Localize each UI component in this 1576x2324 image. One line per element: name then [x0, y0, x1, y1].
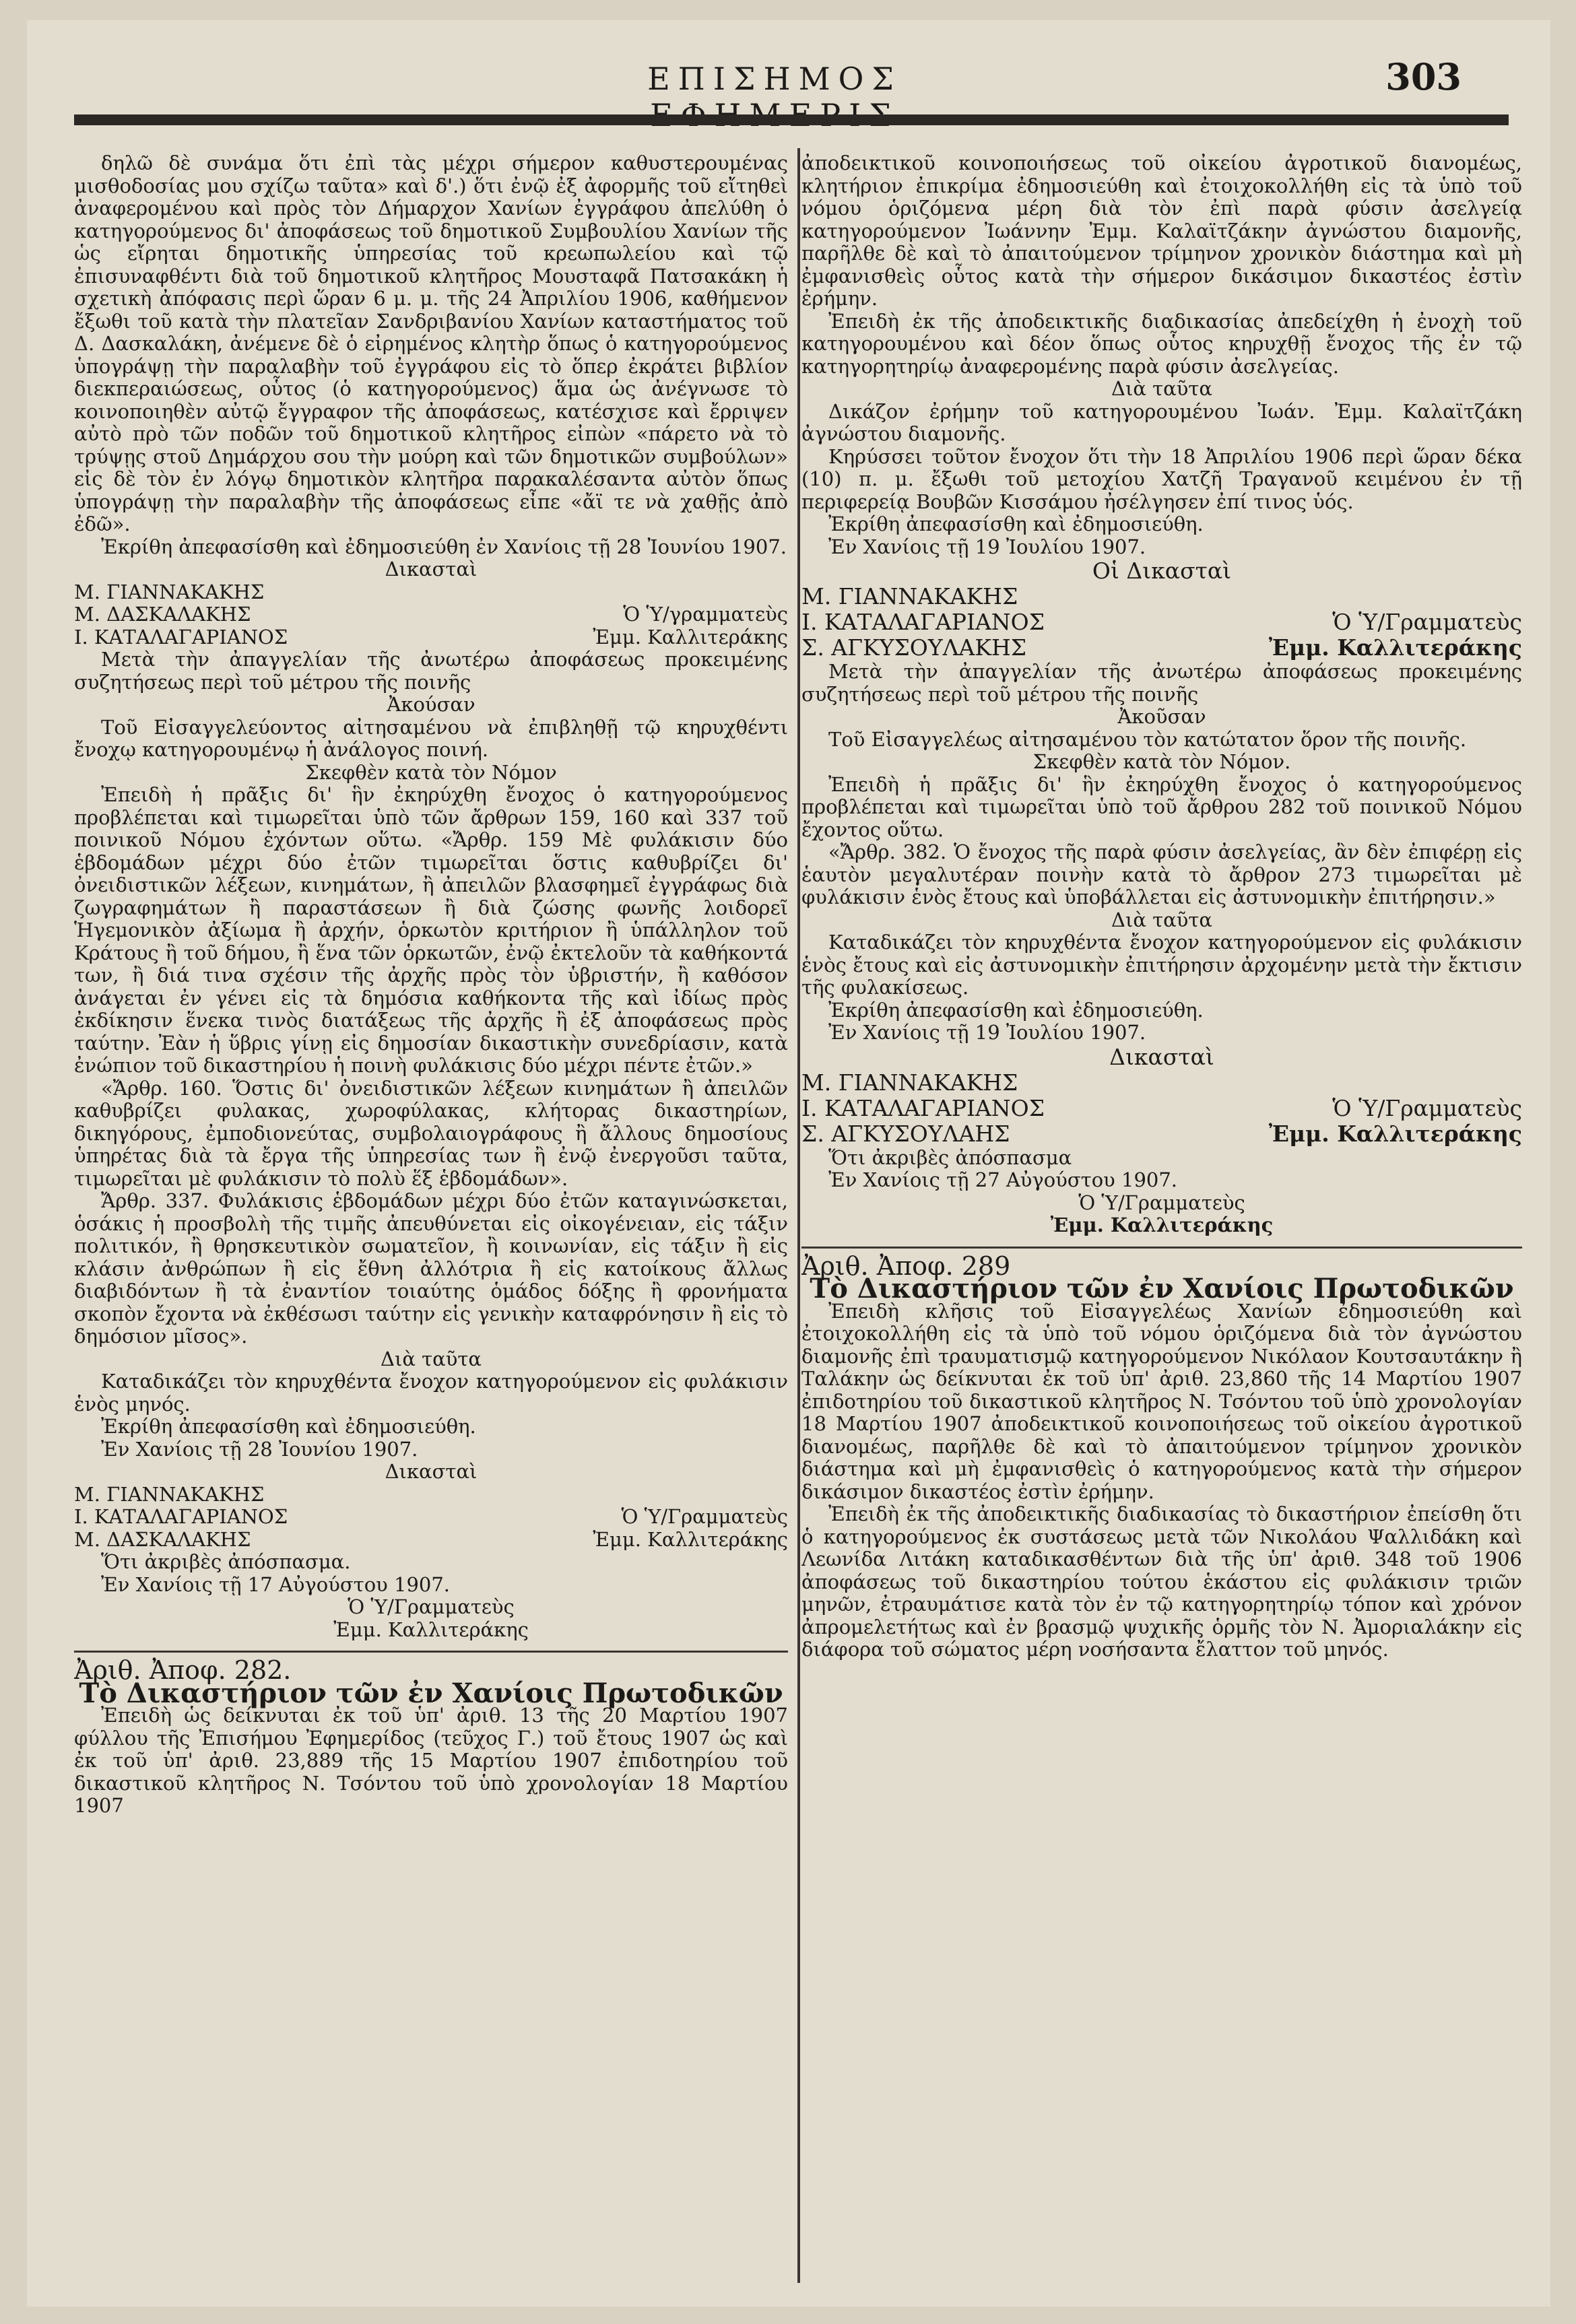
page-header-title: ΕΠΙΣΗΜΟΣ [647, 61, 902, 97]
judge-name: Μ. ΔΑΣΚΑΛΑΚΗΣ [74, 1527, 251, 1551]
paragraph: «Ἄρθρ. 382. Ὁ ἔνοχος τῆς παρὰ φύσιν ἀσελγείας, ἂν δὲν ἐπιφέρῃ εἰς ἑαυτὸν μεγαλυτέραν ποινὴν κατὰ τὸ ἄρθρον 273 τιμωρεῖται μὲ φυλάκισιν ἑνὸς ἔτους καὶ ὑποβάλλεται εἰς ἀστυνομικὴν ἐπιτήρησιν.» [801, 840, 1522, 908]
paragraph: Ἐν Χανίοις τῇ 19 Ἰουλίου 1907. [828, 1021, 1146, 1044]
secretary-title: Ὁ Ὑ/Γραμματεὺς [1078, 1191, 1245, 1214]
judge-name: Μ. ΓΙΑΝΝΑΚΑΚΗΣ [801, 583, 1018, 609]
section-heading: Διὰ ταῦτα [1111, 908, 1212, 931]
section-heading: Διὰ ταῦτα [1111, 377, 1212, 400]
signature-row [74, 1506, 788, 1529]
paragraph: Καταδικάζει τὸν κηρυχθέντα ἔνοχον κατηγορούμενον εἰς φυλάκισιν ἑνὸς ἔτους καὶ εἰς ἀστυνομικὴν ἐπιτήρησιν ἀρχομένην μετὰ τὴν ἔκτισιν τῆς φυλακίσεως. [801, 931, 1522, 999]
judge-name: Μ. ΓΙΑΝΝΑΚΑΚΗΣ [801, 1069, 1018, 1096]
paragraph: Ἐπειδὴ κλῆσις τοῦ Εἰσαγγελέως Χανίων ἐδημοσιεύθη καὶ ἐτοιχοκολλήθη εἰς τὰ ὑπὸ τοῦ νόμου ὁριζόμενα διὰ τὸν ἀγνώστου διαμονῆς ἐπὶ τραυματισμῷ κατηγορούμενον Νικόλαον Κουτσαυτάκην ἢ Ταλάκην ὡς δείκνυται ἐκ τοῦ ὑπ' ἀριθ. 23,860 τῆς 14 Μαρτίου 1907 ἐπιδοτηρίου τοῦ δικαστικοῦ κλητῆρος Ν. Τσόντου τοῦ ὑπὸ χρονολογίαν 18 Μαρτίου 1907 ἀποδεικτικοῦ κοινοποιήσεως τοῦ οἰκείου ἀγροτικοῦ διανομέως, παρῆλθε δὲ καὶ τὸ ἀπαιτούμενον τρίμηνον χρονικὸν διάστημα καὶ μὴ ἐμφανισθεὶς ὁ κατηγορούμενος κατὰ τὴν σήμερον δικάσιμον δικαστέος ἐστὶν ἐρήμην. [801, 1299, 1522, 1503]
secretary-title: Ὁ Ὑ/γραμματεὺς [623, 603, 788, 626]
right-column [801, 152, 1522, 2287]
secretary-title: Ὁ Ὑ/Γραμματεὺς [1332, 1094, 1522, 1121]
judges-label: Δικασταὶ [385, 1460, 478, 1483]
signature-row [801, 609, 1522, 635]
signature-row [801, 1096, 1522, 1121]
secretary-name: Ἐμμ. Καλλιτεράκης [1268, 1120, 1522, 1147]
paragraph: δηλῶ δὲ συνάμα ὅτι ἐπὶ τὰς μέχρι σήμερον καθυστερουμένας μισθοδοσίας μου σχίζω ταῦτα» καὶ δ'.) ὅτι ἐνῷ ἐξ ἀφορμῆς τοῦ εἴτηθεὶ ἀναφερομένου καὶ πρὸς τὸν Δήμαρχον Χανίων ἐγγράφου ἀπελύθη ὁ κατηγορούμενος δι' ἀποφάσεως τοῦ δημοτικοῦ Συμβουλίου Χανίων τῆς ὡς εἴρηται δημοτικῆς ὑπηρεσίας τοῦ κρεωπωλείου καὶ τῷ ἐπισυναφθέντι διὰ τοῦ δημοτικοῦ κλητῆρος Μουσταφᾶ Πατσακάκη ἡ σχετικὴ ἀπόφασις περὶ ὥραν 6 μ. μ. τῆς 24 Ἀπριλίου 1906, καθήμενον ἔξωθι τοῦ κατὰ τὴν πλατεῖαν Σανδριβανίου Χανίων καταστήματος τοῦ Δ. Δασκαλάκη, ἀνέμενε δὲ ὁ εἰρημένος κλητὴρ ὅπως ὁ κατηγορούμενος ὑπογράψῃ τὴν παραλαβὴν τοῦ ἐγγράφου εἰς τὸ ὅπερ ἐκράτει βιβλίον διεκπεραιώσεως, οὗτος (ὁ κατηγορούμενος) ἅμα ὡς ἀνέγνωσε τὸ κοινοποιηθὲν αὐτῷ ἔγγραφον τῆς ἀποφάσεως, κατέσχισε καὶ ἔρριψεν αὐτὸ πρὸ τῶν ποδῶν τοῦ δημοτικοῦ κλητῆρος εἰπὼν «πάρετο νὰ τὸ τρύψῃς στοῦ Δημάρχου σου τὴν μούρη καὶ τῶν δημοτικῶν συμβούλων» εἰς δὲ τὸν ἐν λόγῳ δημοτικὸν κλητῆρα παρακαλέσαντα αὐτὸν ὅπως ὑπογράψῃ τὴν παραλαβὴν τῆς ἀποφάσεως εἶπε «ἄϊ τε νὰ χαθῇς ἀπὸ ἐδῶ». [74, 152, 788, 535]
paragraph: Ἐκρίθη ἀπεφασίσθη καὶ ἐδημοσιεύθη. [828, 998, 1204, 1022]
paragraph: Ὅτι ἀκριβὲς ἀπόσπασμα. [101, 1550, 351, 1573]
paragraph: ἀποδεικτικοῦ κοινοποιήσεως τοῦ οἰκείου ἀγροτικοῦ διανομέως, κλητήριον ἐπικρίμα ἐδημοσιεύθη καὶ ἐτοιχοκολλήθη εἰς τὰ ὑπὸ τοῦ νόμου ὁριζόμενα μέρη διὰ τὸν ἐπὶ παρὰ φύσιν ἀσελγείᾳ κατηγορούμενον Ἰωάννην Ἐμμ. Καλαϊτζάκην ἀγνώστου διαμονῆς, παρῆλθε δὲ καὶ τὸ ἀπαιτούμενον τρίμηνον χρονικὸν διάστημα καὶ μὴ ἐμφανισθεὶς οὗτος κατὰ τὴν σήμερον δικάσιμον δικαστέος ἐστὶν ἐρήμην. [801, 152, 1522, 310]
paragraph: Ἐπειδὴ ἡ πρᾶξις δι' ἣν ἐκηρύχθη ἔνοχος ὁ κατηγορούμενος προβλέπεται καὶ τιμωρεῖται ὑπὸ τῶν ἄρθρων 159, 160 καὶ 337 τοῦ ποινικοῦ Νόμου ἐχόντων οὕτω. «Ἄρθρ. 159 Μὲ φυλάκισιν δύο ἑβδομάδων μέχρι δύο ἐτῶν τιμωρεῖται ὅστις καθυβρίζει δι' ὀνειδιστικῶν λέξεων, κινημάτων, ἢ ἀπειλῶν βλασφημεῖ ἐγγράφως διὰ ζωγραφημάτων ἢ παραστάσεων ἢ διὰ ζώσης φωνῆς λοιδορεῖ Ἡγεμονικὸν ἀξίωμα ἢ ἀρχήν, ὁρκωτὸν κριτήριον ἢ ὑπάλληλον τοῦ Κράτους ἢ τοῦ δήμου, ἢ ἕνα τῶν ὁρκωτῶν, ἐνῷ ἐκτελοῦν τὰ καθήκοντά των, ἢ διά τινα σχέσιν τῆς ἀρχῆς πρὸς τὸν ὑβριστήν, ἢ καθόσον ἀνάγεται ἐν γένει εἰς τὰ δημόσια καθήκοντα τῆς καὶ ἰδίως πρὸς ἐκδίκησιν ἕνεκα τινὸς διατάξεως τῆς ἀρχῆς ἢ ἐξ ἀποφάσεως πρὸς ταύτην. Ἐὰν ἡ ὕβρις γίνῃ εἰς δημοσίαν δικαστικὴν συνεδρίασιν, κατὰ ἐνώπιον τοῦ δικαστηρίου ἡ ποινὴ φυλάκισις δύο μέχρι πέντε ἐτῶν.» [74, 783, 788, 1077]
header-rule [74, 114, 1509, 125]
paragraph: Ἐν Χανίοις τῇ 17 Αὐγούστου 1907. [101, 1572, 451, 1596]
secretary-name: Ἐμμ. Καλλιτεράκης [1050, 1214, 1274, 1236]
paragraph: Ἐκρίθη ἀπεφασίσθη καὶ ἐδημοσιεύθη ἐν Χανίοις τῇ 28 Ἰουνίου 1907. [101, 535, 787, 558]
section-heading: Σκεφθὲν κατὰ τὸν Νόμον. [1032, 750, 1291, 773]
paragraph: Ἐν Χανίοις τῇ 27 Αὐγούστου 1907. [828, 1168, 1178, 1191]
judge-name: Ι. ΚΑΤΑΛΑΓΑΡΙΑΝΟΣ [801, 1094, 1045, 1121]
paragraph: Τοῦ Εἰσαγγελεύοντος αἰτησαμένου νὰ ἐπιβληθῇ τῷ κηρυχθέντι ἔνοχῳ κατηγορουμένῳ ἡ ἀνάλογος ποινή. [74, 715, 788, 761]
left-column [74, 152, 788, 2287]
secretary-title: Ὁ Ὑ/Γραμματεὺς [348, 1595, 515, 1618]
judges-label: Δικασταὶ [1109, 1043, 1214, 1070]
paragraph: Μετὰ τὴν ἀπαγγελίαν τῆς ἀνωτέρω ἀποφάσεως προκειμένης συζητήσεως περὶ τοῦ μέτρου τῆς ποινῆς [801, 660, 1522, 706]
paragraph: Ἐπειδὴ ἐκ τῆς ἀποδεικτικῆς διαδικασίας τὸ δικαστήριον ἐπείσθη ὅτι ὁ κατηγορούμενος ἐκ συστάσεως μετὰ τῶν Νικολάου Ψαλλιδάκη καὶ Λεωνίδα Λιτάκη καταδικασθέντων διὰ τῆς ὑπ' ἀριθ. 348 τοῦ 1906 ἀποφάσεως τοῦ δικαστηρίου τούτου ἑκάστου εἰς φυλάκισιν τριῶν μηνῶν, ἐτραυμάτισε κατὰ τὸν ἐν τῷ κατηγορητηρίῳ τόπον καὶ χρόνον ἀπρομελετήτως καὶ ἐν βρασμῷ ψυχικῆς ὁρμῆς τὸν Ν. Ἀμοριαλάκην εἰς διάφορα τοῦ σώματος μέρη νοσήσαντα ἔλαττον τοῦ μηνός. [801, 1502, 1522, 1661]
judge-name: Μ. ΔΑΣΚΑΛΑΚΗΣ [74, 603, 251, 626]
section-separator [74, 1651, 788, 1653]
judge-name: Ι. ΚΑΤΑΛΑΓΑΡΙΑΝΟΣ [74, 625, 288, 649]
judges-label: Οἱ Δικασταὶ [1092, 558, 1232, 584]
paragraph: Καταδικάζει τὸν κηρυχθέντα ἔνοχον κατηγορούμενον εἰς φυλάκισιν ἑνὸς μηνός. [74, 1370, 788, 1416]
paragraph: Δικάζον ἐρήμην τοῦ κατηγορουμένου Ἰωάν. Ἐμμ. Καλαϊτζάκη ἀγνώστου διαμονῆς. [801, 399, 1522, 445]
paragraph: Ὅτι ἀκριβὲς ἀπόσπασμα [828, 1146, 1072, 1169]
signature-row [74, 603, 788, 626]
paragraph: Ἄρθρ. 337. Φυλάκισις ἑβδομάδων μέχρι δύο ἐτῶν καταγινώσκεται, ὁσάκις ἡ προσβολὴ τῆς τιμῆς ἀπευθύνεται εἰς οἰκογένειαν, εἰς τάξιν πολιτικόν, ἢ θρησκευτικὸν σωματεῖον, ἢ κοινωνίαν, εἰς τάξιν ἢ εἰς κλάσιν ἀνθρώπων ἢ εἰς ἔθνη ἀλλότρια ἢ εἰς κατοίκους ἄλλως διαβιδόντων ἢ τὰ ἐναντίον τοιαύτης ὁμάδος δόξης ἢ φρονήματα σκοπὸν ἔχοντα νὰ ἐκθέσωσι ταύτην εἰς γενικὴν καταφρόνησιν ἢ εἰς τὸ δημόσιον μῖσος». [74, 1189, 788, 1348]
paragraph: Ἐκρίθη ἀπεφασίσθη καὶ ἐδημοσιεύθη. [828, 512, 1204, 535]
column-divider [797, 148, 800, 2283]
page-number: 303 [1385, 55, 1462, 98]
judges-label: Δικασταὶ [385, 558, 478, 580]
paragraph: Ἐν Χανίοις τῇ 28 Ἰουνίου 1907. [101, 1437, 418, 1461]
paragraph: Ἐπειδὴ ὡς δείκνυται ἐκ τοῦ ὑπ' ἀριθ. 13 τῆς 20 Μαρτίου 1907 φύλλου τῆς Ἐπισήμου Ἐφημερίδος (τεῦχος Γ.) τοῦ ἔτους 1907 ὡς καὶ ἐκ τοῦ ὑπ' ἀριθ. 23,889 τῆς 15 Μαρτίου 1907 ἐπιδοτηρίου τοῦ δικαστικοῦ κλητῆρος Ν. Τσόντου τοῦ ὑπὸ χρονολογίαν 18 Μαρτίου 1907 [74, 1704, 788, 1817]
signature-row [74, 1529, 788, 1552]
paragraph: Ἐν Χανίοις τῇ 19 Ἰουλίου 1907. [828, 535, 1146, 558]
paragraph: Κηρύσσει τοῦτον ἔνοχον ὅτι τὴν 18 Ἀπριλίου 1906 περὶ ὥραν δέκα (10) π. μ. ἔξωθι τοῦ μετοχίου Χατζῆ Τραγανοῦ κειμένου ἐν τῇ περιφερείᾳ Βουβῶν Κισσάμου ἠσέλγησεν ἐπί τινος ὑός. [801, 444, 1522, 513]
secretary-title: Ὁ Ὑ/Γραμματεὺς [1332, 609, 1522, 635]
decision-number: Ἀριθ. Ἀποφ. 282. [74, 1655, 292, 1685]
judge-name: Σ. ΑΓΚΥΣΟΥΛΑΚΗΣ [801, 634, 1027, 661]
decision-number: Ἀριθ. Ἀποφ. 289 [801, 1251, 1011, 1281]
signature-row [801, 1121, 1522, 1147]
section-heading: Ἀκοῦσαν [1117, 705, 1206, 728]
paragraph: Ἐκρίθη ἀπεφασίσθη καὶ ἐδημοσιεύθη. [101, 1415, 476, 1438]
judge-name: Μ. ΓΙΑΝΝΑΚΑΚΗΣ [74, 1482, 265, 1506]
section-heading: Σκεφθὲν κατὰ τὸν Νόμον [305, 760, 557, 784]
signature-row [801, 635, 1522, 661]
paragraph: «Ἄρθρ. 160. Ὅστις δι' ὀνειδιστικῶν λέξεων κινημάτων ἢ ἀπειλῶν καθυβρίζει φυλακας, χωροφύλακας, κλήτορας δικαστηρίων, δικηγόρους, ἐμποδιονεύτας, συμβολαιογράφους ἢ ἄλλους δημοσίους ὑπηρέτας διὰ τὰ ἔργα τῆς ὑπηρεσίας των ἢ ἐνῷ ἐνεργοῦσι ταῦτα, τιμωρεῖται μὲ φυλάκισιν τὸ πολὺ ἕξ ἑβδομάδων». [74, 1076, 788, 1190]
court-heading: Τὸ Δικαστήριον τῶν ἐν Χανίοις Πρωτοδικῶν [79, 1677, 783, 1709]
court-heading: Τὸ Δικαστήριον τῶν ἐν Χανίοις Πρωτοδικῶν [810, 1273, 1514, 1304]
secretary-name: Ἐμμ. Καλλιτεράκης [1268, 634, 1522, 661]
judge-name: Ι. ΚΑΤΑΛΑΓΑΡΙΑΝΟΣ [801, 609, 1045, 635]
section-heading: Διὰ ταῦτα [381, 1347, 482, 1370]
paragraph: Τοῦ Εἰσαγγελέως αἰτησαμένου τὸν κατώτατον ὅρον τῆς ποινῆς. [828, 727, 1467, 751]
section-separator [801, 1247, 1522, 1249]
paragraph: Ἐπειδὴ ἡ πρᾶξις δι' ἣν ἐκηρύχθη ἔνοχος ὁ κατηγορούμενος προβλέπεται καὶ τιμωρεῖται ὑπὸ τοῦ ἄρθρου 282 τοῦ ποινικοῦ Νόμου ἔχοντος οὕτω. [801, 772, 1522, 841]
judge-name: Μ. ΓΙΑΝΝΑΚΑΚΗΣ [74, 580, 265, 603]
secretary-name: Ἐμμ. Καλλιτεράκης [593, 625, 788, 649]
secretary-title: Ὁ Ὑ/Γραμματεὺς [621, 1505, 788, 1528]
paragraph: Μετὰ τὴν ἀπαγγελίαν τῆς ἀνωτέρω ἀποφάσεως προκειμένης συζητήσεως περὶ τοῦ μέτρου τῆς ποινῆς [74, 648, 788, 694]
signature-row [74, 626, 788, 649]
paragraph: Ἐπειδὴ ἐκ τῆς ἀποδεικτικῆς διαδικασίας ἀπεδείχθη ἡ ἐνοχὴ τοῦ κατηγορουμένου καὶ δέον ὅπως οὗτος κηρυχθῇ ἔνοχος τῆς ἐν τῷ κατηγορητηρίῳ ἀναφερομένης παρὰ φύσιν ἀσελγείας. [801, 309, 1522, 378]
judge-name: Σ. ΑΓΚΥΣΟΥΛΑΗΣ [801, 1120, 1010, 1147]
section-heading: Ἀκούσαν [387, 693, 475, 716]
newspaper-page [27, 20, 1550, 2306]
judge-name: Ι. ΚΑΤΑΛΑΓΑΡΙΑΝΟΣ [74, 1505, 288, 1528]
secretary-name: Ἐμμ. Καλλιτεράκης [593, 1527, 788, 1551]
secretary-name: Ἐμμ. Καλλιτεράκης [333, 1618, 529, 1641]
